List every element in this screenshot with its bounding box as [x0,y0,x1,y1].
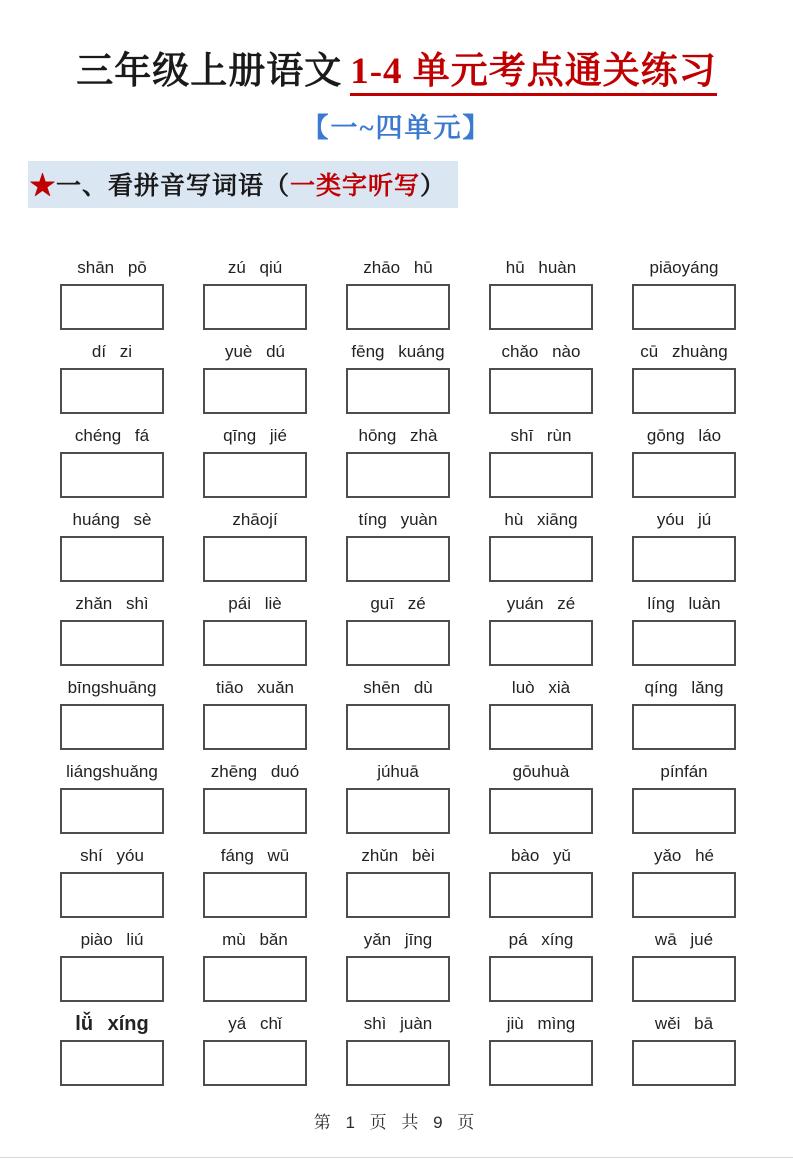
pinyin-cell [60,760,164,834]
answer-box [489,620,593,666]
pinyin-label: piào liú [80,930,144,949]
answer-box [489,368,593,414]
answer-box [489,788,593,834]
pinyin-label: dí zi [91,342,133,361]
pinyin-label: gōuhuà [512,762,570,781]
pinyin-label: shān pō [77,258,147,277]
answer-box [489,872,593,918]
pinyin-label: gōng láo [646,426,722,445]
pinyin-cell [203,508,307,582]
pinyin-cell [346,928,450,1002]
pinyin-label: hù xiāng [504,510,578,529]
pinyin-cell [632,928,736,1002]
pinyin-label: qíng lǎng [644,678,724,697]
pinyin-cell [632,1012,736,1086]
pinyin-cell [489,508,593,582]
answer-box [203,1040,307,1086]
pinyin-cell [60,1012,164,1086]
pinyin-label: yóu jú [656,510,712,529]
answer-box [60,536,164,582]
page-number: 第 1 页 共 9 页 [313,1113,480,1132]
answer-box [60,704,164,750]
pinyin-label: hū huàn [505,258,577,277]
pinyin-label: chǎo nào [501,342,581,361]
pinyin-cell [203,844,307,918]
pinyin-cell [203,760,307,834]
pinyin-cell [489,676,593,750]
pinyin-cell [203,424,307,498]
pinyin-cell [489,256,593,330]
pinyin-label: zhǎn shì [75,594,149,613]
pinyin-cell [346,1012,450,1086]
pinyin-label: júhuā [377,762,419,781]
section-header-prefix: 一、看拼音写词语（ [56,173,291,200]
scan-artifact-line [0,1157,793,1158]
answer-box [346,284,450,330]
pinyin-cell [346,508,450,582]
pinyin-cell [489,844,593,918]
pinyin-label: piāoyáng [649,258,719,277]
pinyin-label: qīng jié [223,426,287,445]
answer-box [203,368,307,414]
answer-box [60,872,164,918]
answer-box [632,872,736,918]
answer-box [203,536,307,582]
pinyin-label: shí yóu [80,846,144,865]
pinyin-cell [346,676,450,750]
answer-box [60,368,164,414]
answer-box [60,284,164,330]
pinyin-cell [346,340,450,414]
pinyin-cell [632,256,736,330]
pinyin-cell [489,928,593,1002]
pinyin-cell [489,760,593,834]
answer-box [60,452,164,498]
pinyin-cell [203,256,307,330]
pinyin-cell [203,676,307,750]
answer-box [346,536,450,582]
pinyin-cell [203,592,307,666]
pinyin-cell [203,340,307,414]
pinyin-cell [203,1012,307,1086]
answer-box [632,620,736,666]
pinyin-cell [489,340,593,414]
pinyin-label: tiāo xuǎn [216,678,294,697]
pinyin-label: zhāojí [232,510,278,529]
answer-box [203,284,307,330]
answer-box [203,704,307,750]
pinyin-cell [632,760,736,834]
answer-box [489,536,593,582]
answer-box [203,452,307,498]
pinyin-label: wā jué [654,930,714,949]
section-header-suffix: ） [420,173,447,200]
pinyin-cell [489,424,593,498]
pinyin-cell [60,424,164,498]
pinyin-label: zhēng duó [210,762,300,781]
pinyin-cell [632,508,736,582]
answer-box [203,788,307,834]
answer-box [346,872,450,918]
answer-box [346,368,450,414]
answer-box [632,452,736,498]
pinyin-cell [632,844,736,918]
answer-box [632,536,736,582]
pinyin-grid [60,256,736,1086]
pinyin-cell [60,340,164,414]
pinyin-cell [60,928,164,1002]
pinyin-label: luò xià [511,678,571,697]
answer-box [489,1040,593,1086]
pinyin-cell [60,592,164,666]
pinyin-label: zhāo hū [363,258,433,277]
pinyin-label: yǎo hé [653,846,715,865]
answer-box [632,956,736,1002]
pinyin-label: fáng wū [220,846,290,865]
pinyin-cell [632,676,736,750]
answer-box [346,452,450,498]
pinyin-label: zhǔn bèi [361,846,435,865]
answer-box [489,956,593,1002]
pinyin-label: shì juàn [363,1014,433,1033]
section-header-highlight: 一类字听写 [290,173,421,200]
answer-box [60,620,164,666]
page-title-black: 三年级上册语文 [76,51,343,92]
pinyin-label: shī rùn [510,426,572,445]
answer-box [346,956,450,1002]
answer-box [632,704,736,750]
pinyin-label: yuán zé [506,594,576,613]
answer-box [203,956,307,1002]
answer-box [346,704,450,750]
page-title [0,40,793,94]
pinyin-cell [346,760,450,834]
pinyin-cell [60,256,164,330]
pinyin-cell [60,676,164,750]
pinyin-cell [489,1012,593,1086]
answer-box [346,788,450,834]
page-title-red: 1-4 单元考点通关练习 [350,51,717,96]
pinyin-cell [203,928,307,1002]
pinyin-label: shēn dù [363,678,433,697]
answer-box [489,704,593,750]
pinyin-cell [632,424,736,498]
pinyin-cell [346,424,450,498]
pinyin-label: yá chǐ [228,1014,282,1033]
pinyin-label: pá xíng [508,930,574,949]
pinyin-label: mù bǎn [222,930,288,949]
pinyin-label: huáng sè [72,510,152,529]
unit-range-subtitle: 【一~四单元】 [301,113,492,143]
pinyin-label: pái liè [228,594,282,613]
pinyin-cell [632,340,736,414]
pinyin-cell [346,592,450,666]
pinyin-label: bīngshuāng [67,678,157,697]
pinyin-cell [632,592,736,666]
answer-box [632,368,736,414]
pinyin-label: tíng yuàn [358,510,438,529]
answer-box [203,872,307,918]
answer-box [632,1040,736,1086]
pinyin-label: chéng fá [74,426,150,445]
pinyin-label: fēng kuáng [351,342,445,361]
pinyin-cell [60,844,164,918]
pinyin-label: wěi bā [654,1014,714,1033]
pinyin-cell [346,844,450,918]
section-header [28,161,458,208]
pinyin-label: zú qiú [227,258,283,277]
pinyin-cell [346,256,450,330]
pinyin-cell [60,508,164,582]
star-icon: ★ [30,173,57,200]
answer-box [632,284,736,330]
answer-box [489,284,593,330]
pinyin-label: guī zé [370,594,426,613]
answer-box [203,620,307,666]
pinyin-label: cū zhuàng [640,342,728,361]
pinyin-label: lǚ xíng [75,1013,149,1035]
pinyin-label: pínfán [660,762,708,781]
pinyin-label: bào yǔ [510,846,572,865]
answer-box [346,620,450,666]
pinyin-label: yuè dú [224,342,286,361]
answer-box [60,956,164,1002]
pinyin-label: liángshuǎng [66,762,158,781]
pinyin-label: líng luàn [647,594,721,613]
answer-box [346,1040,450,1086]
answer-box [489,452,593,498]
pinyin-label: yǎn jīng [363,930,433,949]
answer-box [60,1040,164,1086]
answer-box [60,788,164,834]
answer-box [632,788,736,834]
pinyin-label: jiù mìng [506,1014,576,1033]
pinyin-label: hōng zhà [358,426,438,445]
pinyin-cell [489,592,593,666]
